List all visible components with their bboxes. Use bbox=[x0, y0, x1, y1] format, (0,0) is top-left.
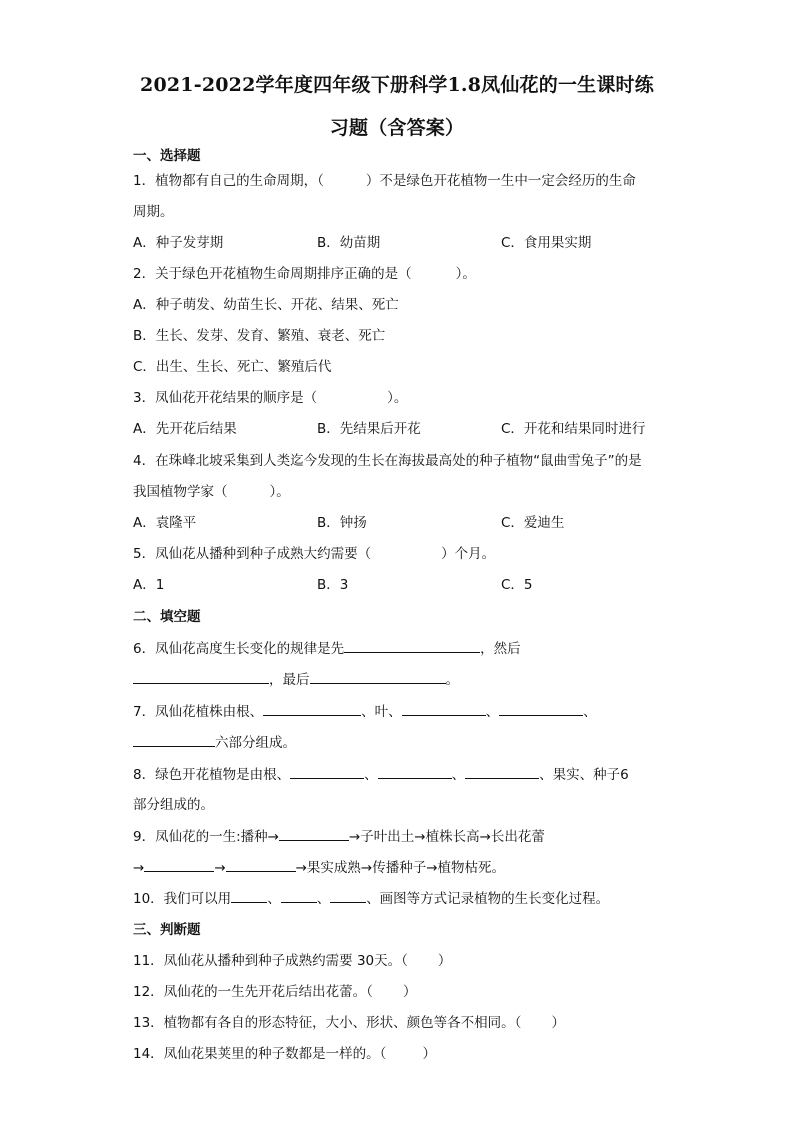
fill-blank[interactable] bbox=[499, 701, 583, 716]
option-5b: B．3 bbox=[317, 577, 349, 593]
fill-blank[interactable] bbox=[281, 888, 317, 903]
question-text: 8．绿色开花植物是由根、 bbox=[133, 767, 291, 783]
section-heading-fill-in: 二、填空题 bbox=[133, 609, 201, 625]
option-2b: B．生长、发芽、发育、繁殖、衰老、死亡 bbox=[133, 328, 386, 344]
question-text: →果实成熟→传播种子→植物枯死。 bbox=[295, 860, 506, 876]
fill-blank[interactable] bbox=[231, 888, 267, 903]
question-text: 六部分组成。 bbox=[215, 735, 296, 751]
option-5c: C．5 bbox=[501, 577, 533, 593]
question-text: ，然后 bbox=[480, 641, 521, 657]
question-13 bbox=[133, 1013, 565, 1033]
question-text: 、 bbox=[451, 767, 466, 783]
fill-blank[interactable] bbox=[310, 669, 446, 684]
question-11 bbox=[133, 951, 451, 971]
question-4-line-1: 4．在珠峰北坡采集到人类迄今发现的生长在海拔最高处的种子植物“鼠曲雪兔子”的是 bbox=[133, 453, 642, 469]
question-text: 10．我们可以用 bbox=[133, 891, 232, 907]
question-1-line-2: 周期。 bbox=[133, 204, 174, 220]
question-text: 6．凤仙花高度生长变化的规律是先 bbox=[133, 641, 345, 657]
question-text: 14．凤仙花果荚里的种子数都是一样的。（ bbox=[133, 1046, 387, 1062]
question-text: ）不是绿色开花植物一生中一定会经历的生命 bbox=[365, 173, 636, 189]
fill-blank[interactable] bbox=[226, 857, 296, 872]
question-text: → bbox=[133, 860, 145, 876]
fill-blank[interactable] bbox=[402, 701, 486, 716]
question-text: 我国植物学家（ bbox=[133, 484, 228, 500]
question-7-line-2 bbox=[133, 732, 296, 753]
question-text: 、 bbox=[316, 891, 331, 907]
question-text: ） bbox=[402, 984, 417, 1000]
document-title-line-1: 2021-2022学年度四年级下册科学1.8凤仙花的一生课时练 bbox=[140, 74, 654, 96]
question-text: ） bbox=[422, 1046, 436, 1062]
option-4c: C．爱迪生 bbox=[501, 515, 565, 531]
question-9-line-2 bbox=[133, 857, 505, 878]
question-2 bbox=[133, 264, 476, 284]
question-10 bbox=[133, 888, 609, 909]
question-text: 、 bbox=[485, 704, 500, 720]
question-text: 12．凤仙花的一生先开花后结出花蕾。（ bbox=[133, 984, 373, 1000]
question-12 bbox=[133, 982, 416, 1002]
option-2c: C．出生、生长、死亡、繁殖后代 bbox=[133, 359, 332, 375]
fill-blank[interactable] bbox=[279, 826, 349, 841]
question-text: 、 bbox=[267, 891, 281, 907]
option-4b: B．钟扬 bbox=[317, 515, 367, 531]
question-text: 2．关于绿色开花植物生命周期排序正确的是（ bbox=[133, 266, 412, 282]
fill-blank[interactable] bbox=[378, 764, 452, 779]
fill-blank[interactable] bbox=[290, 764, 364, 779]
option-3a: A．先开花后结果 bbox=[133, 421, 237, 437]
question-text: 、叶、 bbox=[361, 704, 402, 720]
question-5 bbox=[133, 544, 495, 564]
question-text: → bbox=[214, 860, 226, 876]
question-text: ）。 bbox=[269, 484, 290, 500]
fill-blank[interactable] bbox=[144, 857, 214, 872]
fill-blank[interactable] bbox=[133, 732, 215, 747]
question-text: ）个月。 bbox=[441, 546, 496, 562]
fill-blank[interactable] bbox=[263, 701, 361, 716]
question-text: ） bbox=[437, 953, 452, 969]
option-4a: A．袁隆平 bbox=[133, 515, 197, 531]
question-6-line-1 bbox=[133, 638, 521, 659]
fill-blank[interactable] bbox=[344, 638, 480, 653]
document-title-line-2: 习题（含答案） bbox=[329, 117, 465, 139]
option-3c: C．开花和结果同时进行 bbox=[501, 421, 646, 437]
section-heading-true-false: 三、判断题 bbox=[133, 922, 201, 938]
question-6-line-2 bbox=[133, 669, 459, 690]
question-text: 11．凤仙花从播种到种子成熟约需要 30天。（ bbox=[133, 953, 408, 969]
question-4-line-2 bbox=[133, 482, 290, 502]
section-heading-choice: 一、选择题 bbox=[133, 148, 201, 164]
question-text: 、 bbox=[583, 704, 597, 720]
question-text: ）。 bbox=[455, 266, 476, 282]
option-5a: A．1 bbox=[133, 577, 165, 593]
option-1c: C．食用果实期 bbox=[501, 235, 592, 251]
fill-blank[interactable] bbox=[330, 888, 366, 903]
option-1a: A．种子发芽期 bbox=[133, 235, 224, 251]
question-text: 1．植物都有自己的生命周期，（ bbox=[133, 173, 324, 189]
question-text: ） bbox=[551, 1015, 565, 1031]
question-text: 、画图等方式记录植物的生长变化过程。 bbox=[366, 891, 610, 907]
question-text: ）。 bbox=[387, 390, 408, 406]
question-text: ，最后 bbox=[269, 672, 310, 688]
question-text: 、 bbox=[364, 767, 378, 783]
option-1b: B．幼苗期 bbox=[317, 235, 381, 251]
question-text: 13．植物都有各自的形态特征，大小、形状、颜色等各不相同。（ bbox=[133, 1015, 522, 1031]
question-8-line-1 bbox=[133, 764, 629, 785]
question-9-line-1 bbox=[133, 826, 545, 847]
option-2a: A．种子萌发、幼苗生长、开花、结果、死亡 bbox=[133, 297, 399, 313]
question-7-line-1 bbox=[133, 701, 597, 722]
question-1-line-1 bbox=[133, 171, 636, 191]
question-8-line-2: 部分组成的。 bbox=[133, 797, 214, 813]
question-3 bbox=[133, 388, 407, 408]
question-text: 、果实、种子6 bbox=[539, 767, 629, 783]
fill-blank[interactable] bbox=[133, 669, 269, 684]
question-text: →子叶出土→植株长高→长出花蕾 bbox=[348, 829, 545, 845]
fill-blank[interactable] bbox=[465, 764, 539, 779]
question-text: 9．凤仙花的一生:播种→ bbox=[133, 829, 279, 845]
question-text: 5．凤仙花从播种到种子成熟大约需要（ bbox=[133, 546, 372, 562]
question-text: 3．凤仙花开花结果的顺序是（ bbox=[133, 390, 318, 406]
question-14 bbox=[133, 1044, 436, 1064]
question-text: 。 bbox=[445, 672, 459, 688]
option-3b: B．先结果后开花 bbox=[317, 421, 421, 437]
question-text: 7．凤仙花植株由根、 bbox=[133, 704, 264, 720]
